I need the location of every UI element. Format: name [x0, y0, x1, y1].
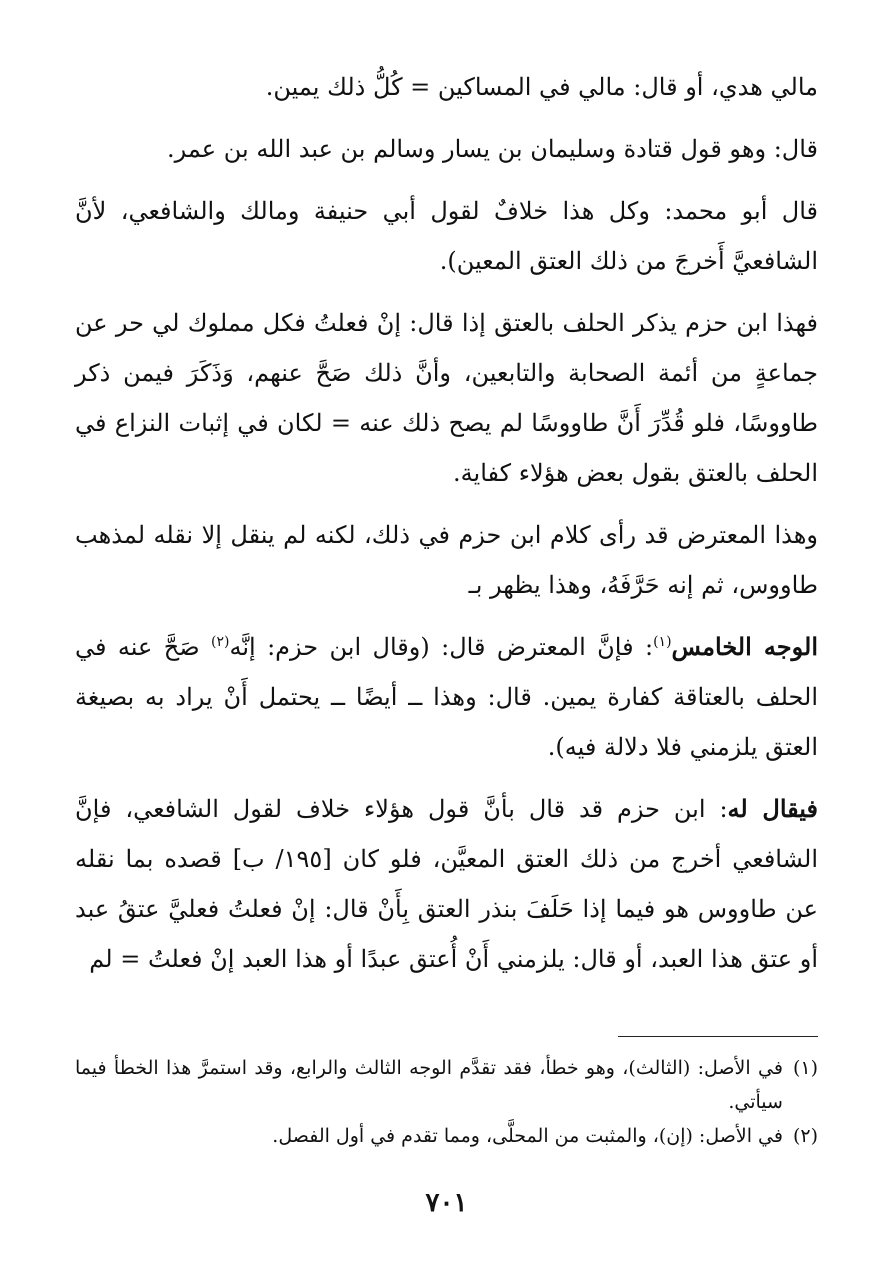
- footnotes-section: [75, 1036, 818, 1153]
- paragraph-lead: فيقال له: [727, 794, 819, 823]
- paragraph-text: : ابن حزم قد قال بأنَّ قول هؤلاء خلاف لقول الشافعي، فإنَّ الشافعي أخرج من ذلك العتق المعيَّن، فلو كان [١٩٥/ ب] قصده بما نقله عن طاووس هو فيما إذا حَلَفَ بنذر العتق بِأَنْ قال: إنْ فعلتُ فعليَّ عتقُ عبد أو عتق هذا العبد، أو قال: يلزمني أَنْ أُعتق عبدًا أو هذا العبد إنْ فعلتُ = لم: [75, 795, 818, 973]
- footnote-ref-2[interactable]: (٢): [211, 634, 230, 650]
- footnote-2: [75, 1119, 818, 1153]
- paragraph-7: [75, 784, 818, 984]
- paragraph-6: [75, 622, 818, 772]
- footnote-text: في الأصل: (الثالث)، وهو خطأ، فقد تقدَّم الوجه الثالث والرابع، وقد استمرَّ هذا الخطأ فيما سيأتي.: [75, 1057, 783, 1113]
- paragraph-3: [75, 186, 818, 286]
- footnote-1: [75, 1051, 818, 1119]
- footnote-text: في الأصل: (إن)، والمثبت من المحلَّى، ومما تقدم في أول الفصل.: [272, 1125, 783, 1147]
- paragraph-lead: الوجه الخامس: [671, 632, 818, 661]
- paragraph-text: فهذا ابن حزم يذكر الحلف بالعتق إذا قال: إنْ فعلتُ فكل مملوك لي حر عن جماعةٍ من أئمة الصحابة والتابعين، وأنَّ ذلك صَحَّ عنهم، وَذَكَرَ فيمن ذكر طاووسًا، فلو قُدِّرَ أَنَّ طاووسًا لم يصح ذلك عنه = لكان في إثبات النزاع في الحلف بالعتق بقول بعض هؤلاء كفاية.: [75, 309, 818, 487]
- footnote-number: (٢): [792, 1125, 818, 1147]
- paragraph-2: [75, 124, 818, 174]
- paragraph-text: وهذا المعترض قد رأى كلام ابن حزم في ذلك، لكنه لم ينقل إلا نقله لمذهب طاووس، ثم إنه حَرَّفَهُ، وهذا يظهر بـ: [75, 521, 818, 599]
- paragraph-1: [75, 62, 818, 112]
- paragraph-text: صَحَّ عنه في الحلف بالعتاقة كفارة يمين. قال: وهذا ــ أيضًا ــ يحتمل أَنْ يراد به بصيغة العتق يلزمني فلا دلالة فيه).: [75, 633, 818, 761]
- paragraph-text: مالي هدي، أو قال: مالي في المساكين = كُلُّ ذلك يمين.: [265, 73, 818, 101]
- paragraph-5: [75, 510, 818, 610]
- footnote-divider: [618, 1036, 818, 1037]
- paragraph-text: : فإنَّ المعترض قال: (وقال ابن حزم: إنَّه: [229, 633, 654, 661]
- footnote-ref-1[interactable]: (١): [653, 634, 672, 650]
- paragraph-text: قال أبو محمد: وكل هذا خلافٌ لقول أبي حنيفة ومالك والشافعي، لأنَّ الشافعيَّ أَخرجَ من ذلك العتق المعين).: [75, 197, 818, 275]
- paragraph-4: [75, 298, 818, 498]
- footnote-number: (١): [792, 1057, 818, 1079]
- paragraph-text: قال: وهو قول قتادة وسليمان بن يسار وسالم بن عبد الله بن عمر.: [167, 135, 818, 163]
- page-number: ٧٠١: [425, 1188, 468, 1218]
